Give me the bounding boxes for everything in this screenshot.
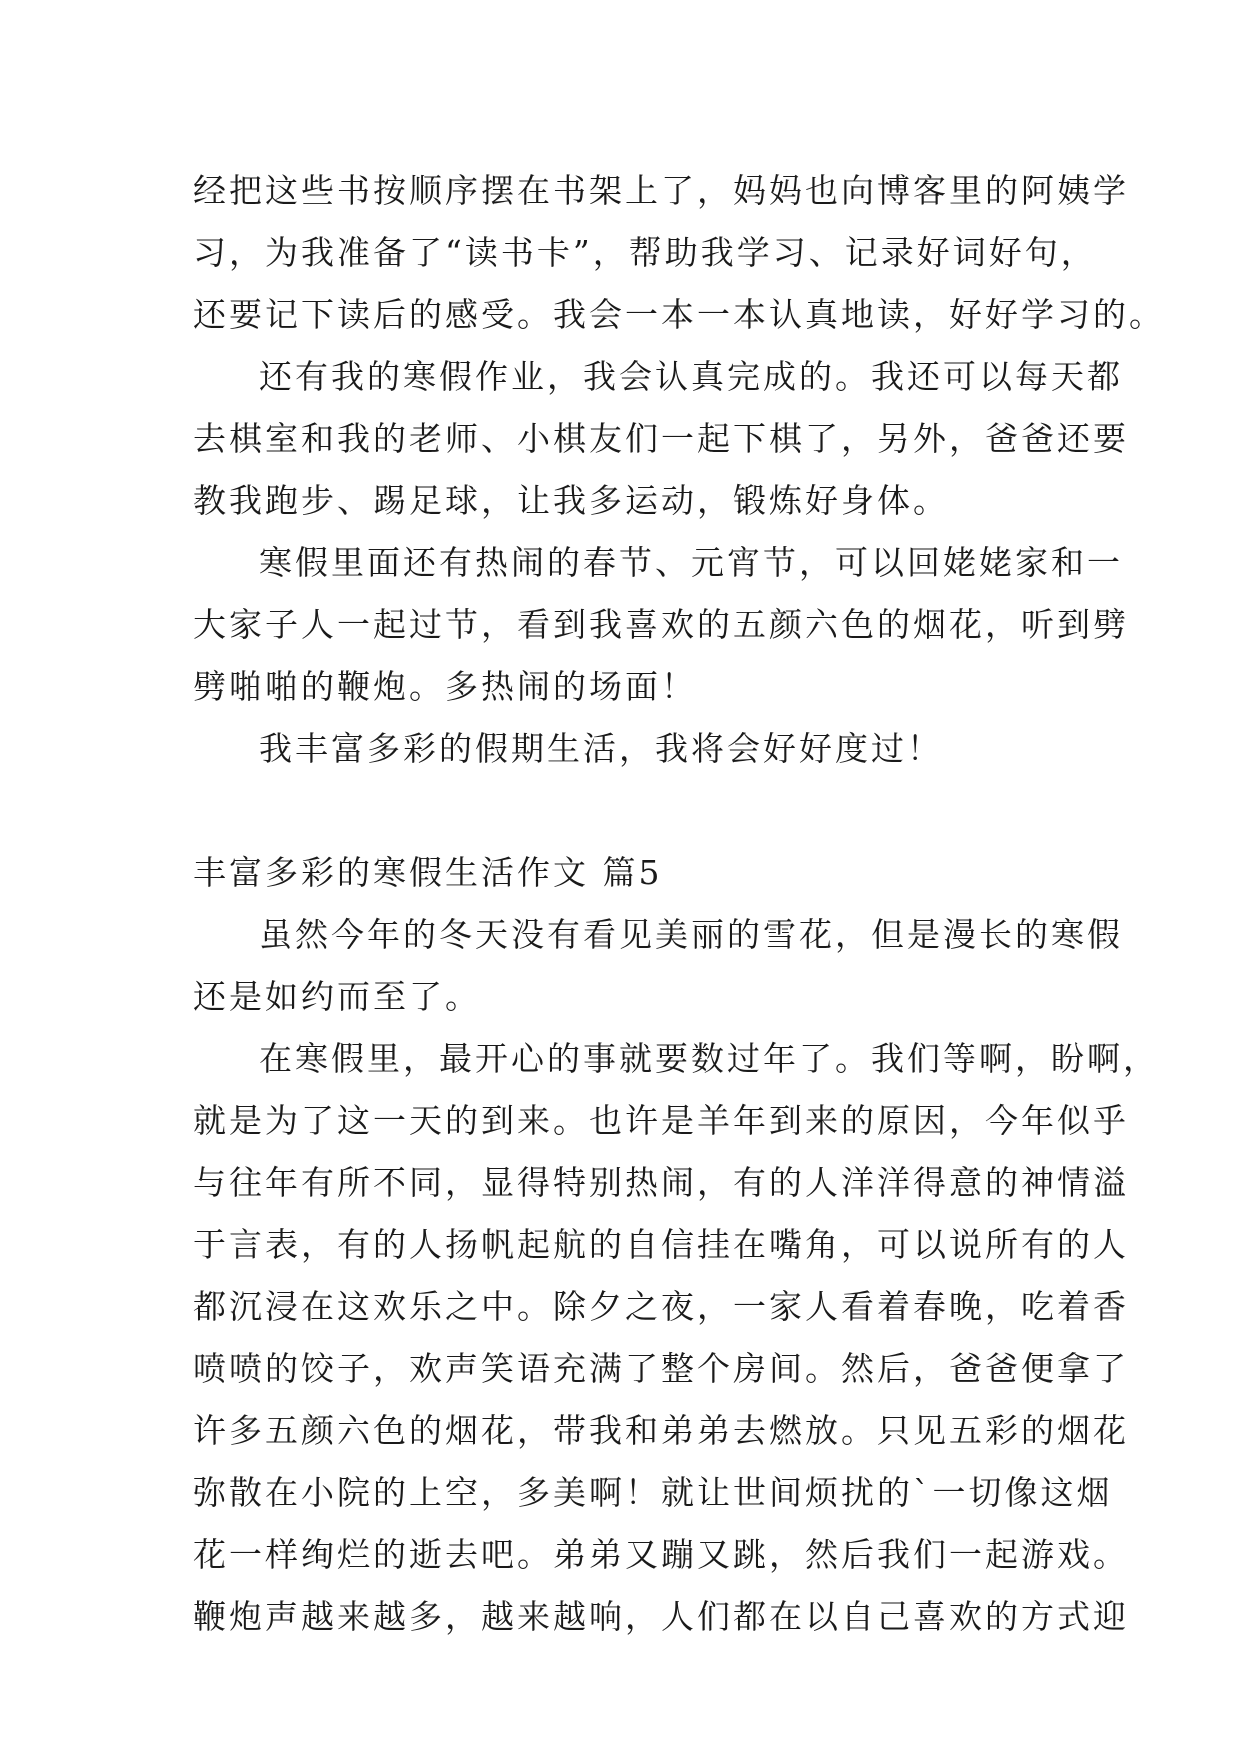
text-line: 去棋室和我的老师、小棋友们一起下棋了，另外，爸爸还要 (193, 419, 1129, 458)
paragraph-continuation (193, 160, 1165, 346)
text-line: 我丰富多彩的假期生活，我将会好好度过！ (259, 729, 943, 768)
text-line: 与往年有所不同，显得特别热闹，有的人洋洋得意的神情溢 (193, 1163, 1129, 1202)
text-line: 还要记下读后的感受。我会一本一本认真地读，好好学习的。 (193, 295, 1165, 334)
text-line: 就是为了这一天的到来。也许是羊年到来的原因，今年似乎 (193, 1101, 1129, 1140)
text-line: 习，为我准备了“读书卡”，帮助我学习、记录好词好句， (193, 233, 1097, 272)
text-line: 大家子人一起过节，看到我喜欢的五颜六色的烟花，听到劈 (193, 605, 1129, 644)
text-line: 许多五颜六色的烟花，带我和弟弟去燃放。只见五彩的烟花 (193, 1411, 1129, 1450)
text-line: 喷喷的饺子，欢声笑语充满了整个房间。然后，爸爸便拿了 (193, 1349, 1129, 1388)
text-line: 寒假里面还有热闹的春节、元宵节，可以回姥姥家和一 (259, 543, 1123, 582)
text-line: 经把这些书按顺序摆在书架上了，妈妈也向博客里的阿姨学 (193, 171, 1129, 210)
text-line: 鞭炮声越来越多，越来越响，人们都在以自己喜欢的方式迎 (193, 1597, 1129, 1636)
paragraph-closing (193, 718, 1073, 780)
section-heading (193, 842, 1073, 904)
text-line: 劈啪啪的鞭炮。多热闹的场面！ (193, 667, 697, 706)
text-line: 还是如约而至了。 (193, 977, 481, 1016)
text-line: 在寒假里，最开心的事就要数过年了。我们等啊，盼啊， (259, 1039, 1159, 1078)
paragraph-intro (193, 904, 1123, 1028)
text-line: 弥散在小院的上空，多美啊！就让世间烦扰的`一切像这烟 (193, 1473, 1113, 1512)
paragraph-new-year (193, 1028, 1159, 1648)
paragraph-festival (193, 532, 1129, 718)
document-body (193, 160, 1165, 1648)
text-line: 都沉浸在这欢乐之中。除夕之夜，一家人看着春晚，吃着香 (193, 1287, 1129, 1326)
text-line: 虽然今年的冬天没有看见美丽的雪花，但是漫长的寒假 (259, 915, 1123, 954)
text-line: 于言表，有的人扬帆起航的自信挂在嘴角，可以说所有的人 (193, 1225, 1129, 1264)
paragraph-homework (193, 346, 1129, 532)
text-line: 还有我的寒假作业，我会认真完成的。我还可以每天都 (259, 357, 1123, 396)
essay-title: 丰富多彩的寒假生活作文 篇5 (193, 853, 663, 892)
text-line: 花一样绚烂的逝去吧。弟弟又蹦又跳，然后我们一起游戏。 (193, 1535, 1129, 1574)
text-line: 教我跑步、踢足球，让我多运动，锻炼好身体。 (193, 481, 949, 520)
